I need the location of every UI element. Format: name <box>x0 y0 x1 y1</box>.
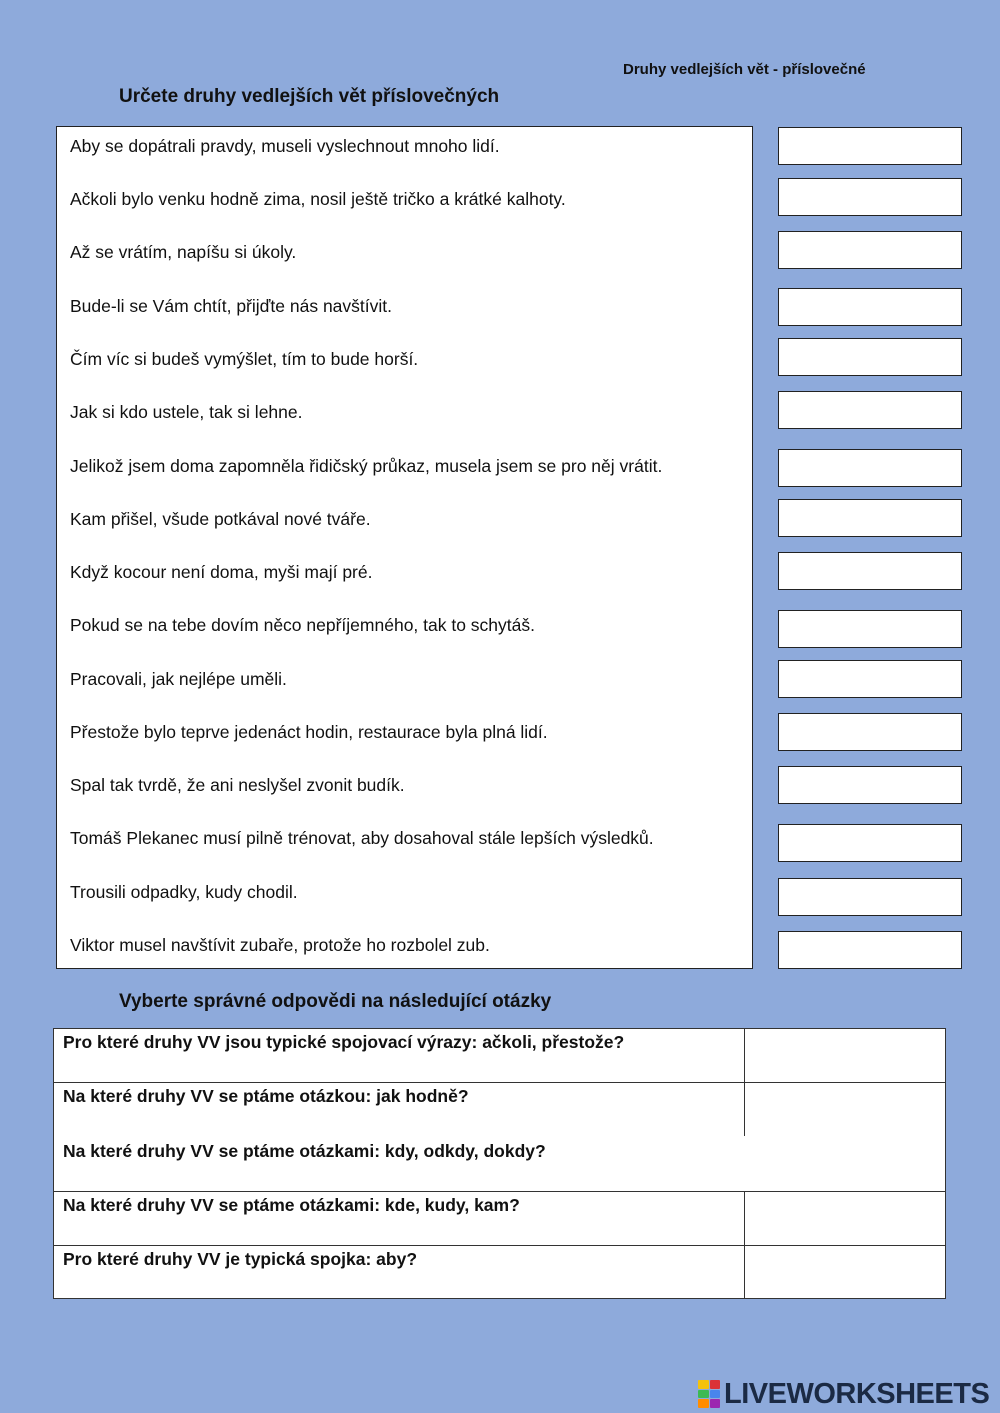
answer-input-8[interactable] <box>778 499 962 537</box>
question-2: Na které druhy VV se ptáme otázkou: jak hodně? <box>63 1086 469 1106</box>
questions-table <box>53 1028 946 1299</box>
sentence-item: Když kocour není doma, myši mají pré. <box>70 562 373 582</box>
answer-input-4[interactable] <box>778 288 962 326</box>
answer-input-11[interactable] <box>778 660 962 698</box>
question-answer-2[interactable] <box>745 1084 945 1190</box>
answer-input-14[interactable] <box>778 824 962 862</box>
sentence-item: Jak si kdo ustele, tak si lehne. <box>70 402 303 422</box>
question-answer-4[interactable] <box>745 1193 945 1244</box>
sentence-item: Spal tak tvrdě, že ani neslyšel zvonit budík. <box>70 775 405 795</box>
question-answer-1[interactable] <box>745 1030 945 1081</box>
sentence-item: Bude-li se Vám chtít, přijďte nás navštívit. <box>70 296 392 316</box>
sentence-item: Pokud se na tebe dovím něco nepříjemného, tak to schytáš. <box>70 615 535 635</box>
answer-input-12[interactable] <box>778 713 962 751</box>
row-divider <box>54 1191 945 1192</box>
sentence-list <box>56 126 753 969</box>
section1-title: Určete druhy vedlejších vět příslovečných <box>119 86 500 107</box>
sentence-item: Až se vrátím, napíšu si úkoly. <box>70 242 297 262</box>
sentence-item: Viktor musel navštívit zubaře, protože ho rozbolel zub. <box>70 935 490 955</box>
section2-title: Vyberte správné odpovědi na následující otázky <box>119 991 552 1012</box>
sentence-item: Tomáš Plekanec musí pilně trénovat, aby dosahoval stále lepších výsledků. <box>70 828 654 848</box>
answer-input-7[interactable] <box>778 449 962 487</box>
sentence-item: Kam přišel, všude potkával nové tváře. <box>70 509 371 529</box>
answer-input-5[interactable] <box>778 338 962 376</box>
sentence-item: Trousili odpadky, kudy chodil. <box>70 882 298 902</box>
answer-input-3[interactable] <box>778 231 962 269</box>
sentence-item: Jelikož jsem doma zapomněla řidičský průkaz, musela jsem se pro něj vrátit. <box>70 456 663 476</box>
worksheet-header-title: Druhy vedlejších vět - příslovečné <box>623 61 866 78</box>
liveworksheets-logo-text: LIVEWORKSHEETS <box>724 1377 990 1410</box>
answer-input-15[interactable] <box>778 878 962 916</box>
sentence-item: Aby se dopátrali pravdy, museli vyslechnout mnoho lidí. <box>70 136 500 156</box>
answer-input-16[interactable] <box>778 931 962 969</box>
liveworksheets-logo-icon <box>698 1380 720 1408</box>
liveworksheets-logo[interactable] <box>698 1378 989 1410</box>
row-divider <box>54 1082 945 1083</box>
answer-input-2[interactable] <box>778 178 962 216</box>
question-1: Pro které druhy VV jsou typické spojovací výrazy: ačkoli, přestože? <box>63 1032 625 1052</box>
sentence-item: Čím víc si budeš vymýšlet, tím to bude horší. <box>70 349 419 369</box>
question-3: Na které druhy VV se ptáme otázkami: kdy, odkdy, dokdy? <box>63 1141 546 1161</box>
answer-input-10[interactable] <box>778 610 962 648</box>
answer-input-1[interactable] <box>778 127 962 165</box>
answer-input-9[interactable] <box>778 552 962 590</box>
question-answer-5[interactable] <box>745 1247 945 1298</box>
answer-input-13[interactable] <box>778 766 962 804</box>
question-5: Pro které druhy VV je typická spojka: aby? <box>63 1249 418 1269</box>
sentence-item: Ačkoli bylo venku hodně zima, nosil ještě tričko a krátké kalhoty. <box>70 189 566 209</box>
answer-input-6[interactable] <box>778 391 962 429</box>
row-divider <box>54 1245 945 1246</box>
sentence-item: Pracovali, jak nejlépe uměli. <box>70 669 287 689</box>
question-4: Na které druhy VV se ptáme otázkami: kde, kudy, kam? <box>63 1195 520 1215</box>
sentence-item: Přestože bylo teprve jedenáct hodin, restaurace byla plná lidí. <box>70 722 548 742</box>
